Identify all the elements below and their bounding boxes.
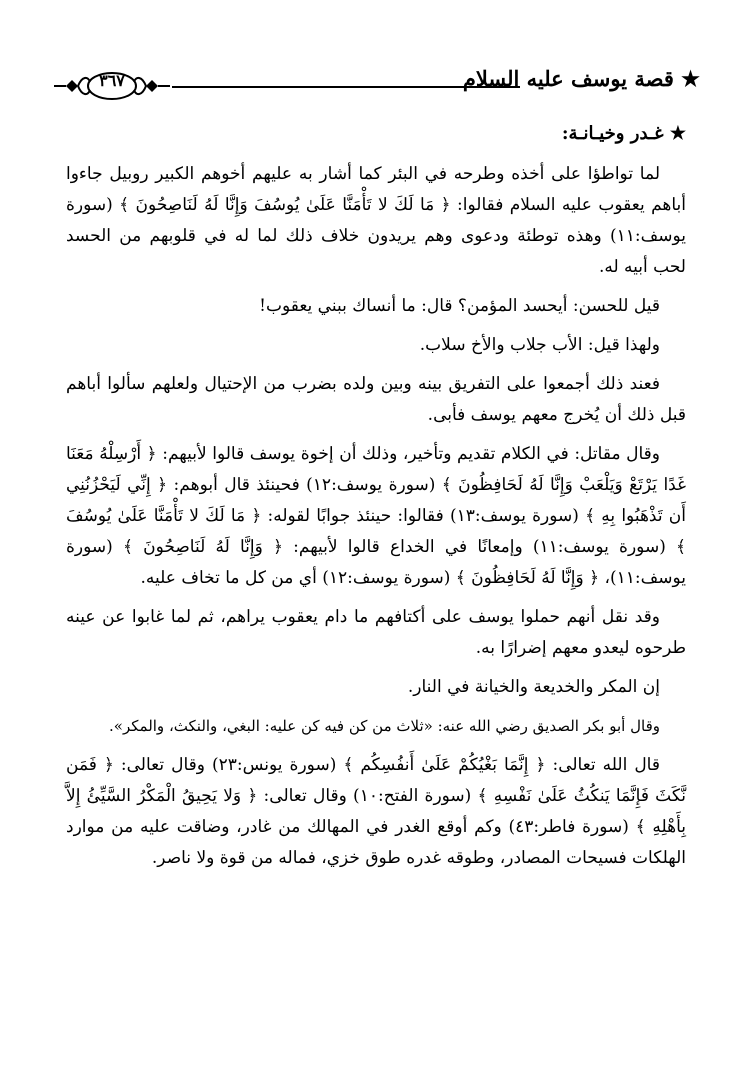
- paragraph: وقال مقاتل: في الكلام تقديم وتأخير، وذلك أن إخوة يوسف قالوا لأبيهم: ﴿ أَرْسِلْهُ مَعَنَا غَدًا يَرْتَعْ وَيَلْعَبْ وَإِنَّا لَهُ لَحَافِظُونَ ﴾ (سورة يوسف:١٢) فحينئذ قال أبوهم: ﴿ إِنِّي لَيَحْزُنُنِي أَن تَذْهَبُوا بِهِ ﴾ (سورة يوسف:١٣) فقالوا: حينئذ جوابًا لقوله: ﴿ مَا لَكَ لا تَأْمَنَّا عَلَىٰ يُوسُفَ ﴾ (سورة يوسف:١١) وإمعانًا في الخداع قالوا لأبيهم: ﴿ وَإِنَّا لَهُ لَنَاصِحُونَ ﴾ (سورة يوسف:١١)، ﴿ وَإِنَّا لَهُ لَحَافِظُونَ ﴾ (سورة يوسف:١٢) أي من كل ما تخاف عليه.: [66, 444, 686, 588]
- page-number: ٣٦٧: [99, 71, 125, 90]
- page-header: [52, 64, 700, 104]
- page-body: [66, 118, 686, 882]
- paragraph: ولهذا قيل: الأب جلاب والأخ سلاب.: [419, 335, 660, 355]
- paragraph: قال الله تعالى: ﴿ إِنَّمَا بَغْيُكُمْ عَلَىٰ أَنفُسِكُم ﴾ (سورة يونس:٢٣) وقال تعالى: ﴿ فَمَن نَّكَثَ فَإِنَّمَا يَنكُثُ عَلَىٰ نَفْسِهِ ﴾ (سورة الفتح:١٠) وقال تعالى: ﴿ وَلا يَحِيقُ الْمَكْرُ السَّيِّئُ إِلاَّ بِأَهْلِهِ ﴾ (سورة فاطر:٤٣) وكم أوقع الغدر في المهالك من غادر، وضاقت عليه من موارد الهلكات فسيحات المصادر، وطوقه غدره طوق خزي، فماله من قوة ولا ناصر.: [66, 755, 686, 868]
- running-title: ★ قصة يوسف عليه السلام: [462, 66, 700, 91]
- section-heading: ★ غـدر وخيـانـة:: [561, 123, 686, 144]
- paragraph: قيل للحسن: أيحسد المؤمن؟ قال: ما أنساك ببني يعقوب!: [259, 296, 660, 316]
- header-rule: [172, 86, 520, 88]
- paragraph: فعند ذلك أجمعوا على التفريق بينه وبين ولده بضرب من الإحتيال ولعلهم سألوا أباهم قبل ذلك أن يُخرج معهم يوسف فأبى.: [66, 374, 686, 425]
- paragraph: لما تواطؤا على أخذه وطرحه في البئر كما أشار به عليهم أخوهم الكبير روبيل جاءوا أباهم يعقوب عليه السلام فقالوا: ﴿ مَا لَكَ لا تَأْمَنَّا عَلَىٰ يُوسُفَ وَإِنَّا لَهُ لَنَاصِحُونَ ﴾ (سورة يوسف:١١) وهذه توطئة ودعوى وهم يريدون خلاف ذلك لما له في قلوبهم من الحسد لحب أبيه له.: [66, 164, 686, 277]
- paragraph: وقد نقل أنهم حملوا يوسف على أكتافهم ما دام يعقوب يراهم، ثم لما غابوا عن عينه طرحوه ليعدو معهم إضرارًا به.: [66, 607, 686, 658]
- paragraph: وقال أبو بكر الصديق رضي الله عنه: «ثلاث من كن فيه كن عليه: البغي، والنكث، والمكر».: [109, 717, 660, 735]
- paragraph: إن المكر والخديعة والخيانة في النار.: [407, 677, 660, 697]
